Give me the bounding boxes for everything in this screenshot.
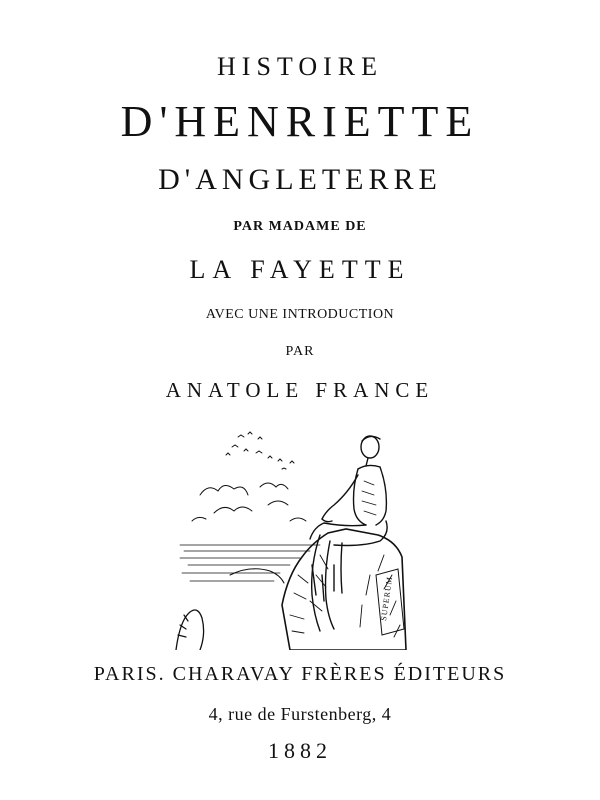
seated-woman-figure (310, 436, 387, 631)
author-name: LA FAYETTE (189, 255, 411, 284)
clouds (192, 483, 306, 521)
publisher: PARIS. CHARAVAY FRÈRES ÉDITEURS (93, 663, 507, 685)
vignette-illustration (170, 425, 410, 650)
title-line-histoire: HISTOIRE (217, 52, 383, 81)
introduction-note: AVEC UNE INTRODUCTION (205, 307, 395, 322)
bird-flock (226, 432, 294, 469)
author-prefix: PAR MADAME DE (233, 219, 367, 234)
publisher-address: 4, rue de Furstenberg, 4 (208, 704, 392, 724)
introduction-par: PAR (285, 344, 315, 359)
vignette-inscription: SUPERUM (379, 575, 395, 622)
rocks-left (176, 610, 204, 650)
title-line-angleterre: D'ANGLETERRE (158, 163, 442, 196)
publication-year: 1882 (268, 738, 332, 763)
introduction-author: ANATOLE FRANCE (165, 378, 435, 402)
title-line-henriette: D'HENRIETTE (120, 97, 480, 146)
